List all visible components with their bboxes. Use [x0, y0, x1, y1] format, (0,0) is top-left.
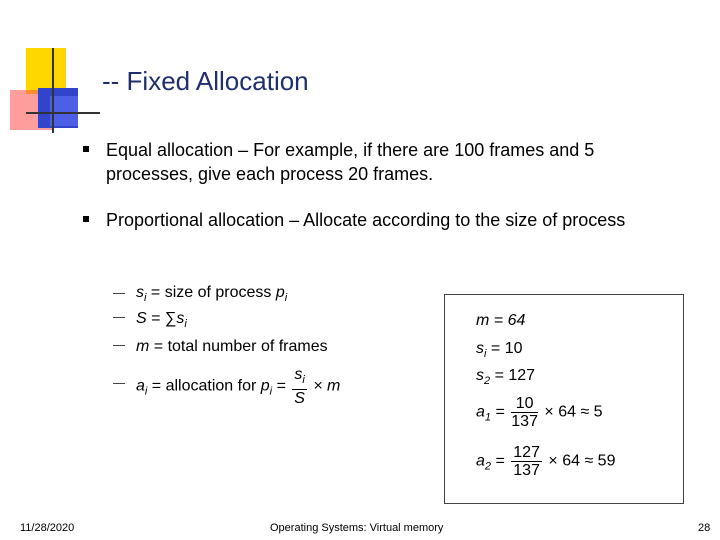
example-a1: $a_1$ = $\frac{10}{137}$ × 64 ≈ 5: [476, 395, 603, 430]
example-s1: $s_i = 10$: [476, 340, 523, 360]
bullet-text-1: Equal allocation – For example, if there are 100 frames and 5 processes, give each process 20 frames.: [106, 140, 595, 184]
definition-allocation: $a_i$ = allocation for $p_i$ = $\frac{s_i}{S}$ × m: [136, 366, 341, 407]
example-a1-fraction: $\frac{10}{137}$: [511, 395, 538, 430]
example-a2: $a_2$ = $\frac{127}{137}$ × 64 ≈ 59: [476, 444, 616, 479]
example-s2: $s_2 = 127$: [476, 367, 536, 387]
decor-vertical-line: [52, 48, 54, 133]
bullet-marker-1: [83, 146, 89, 152]
dash-1: [113, 293, 125, 294]
footer-date: 11/28/2020: [20, 522, 75, 534]
footer-title: Operating Systems: Virtual memory: [270, 522, 444, 534]
example-a2-fraction: $\frac{127}{137}$: [513, 444, 540, 479]
bullet-text-2: Proportional allocation – Allocate according to the size of process: [106, 210, 626, 230]
footer-page-number: 28: [698, 522, 711, 534]
bullet-marker-2: [83, 216, 89, 222]
allocation-fraction: $\frac{s_i}{S}$: [294, 366, 305, 407]
slide-title: -- Fixed Allocation: [102, 66, 309, 96]
definition-sum: $S = \sum s_i$: [136, 310, 187, 330]
dash-3: [113, 345, 125, 346]
decor-blue-square-inner: [50, 96, 78, 126]
dash-4: [113, 383, 125, 384]
example-m: m = 64: [476, 312, 526, 329]
dash-2: [113, 317, 125, 318]
definition-size: $s_i$ = size of process $p_i$: [136, 284, 288, 304]
decor-horizontal-line: [26, 112, 100, 114]
definition-frames: m = total number of frames: [136, 338, 328, 355]
